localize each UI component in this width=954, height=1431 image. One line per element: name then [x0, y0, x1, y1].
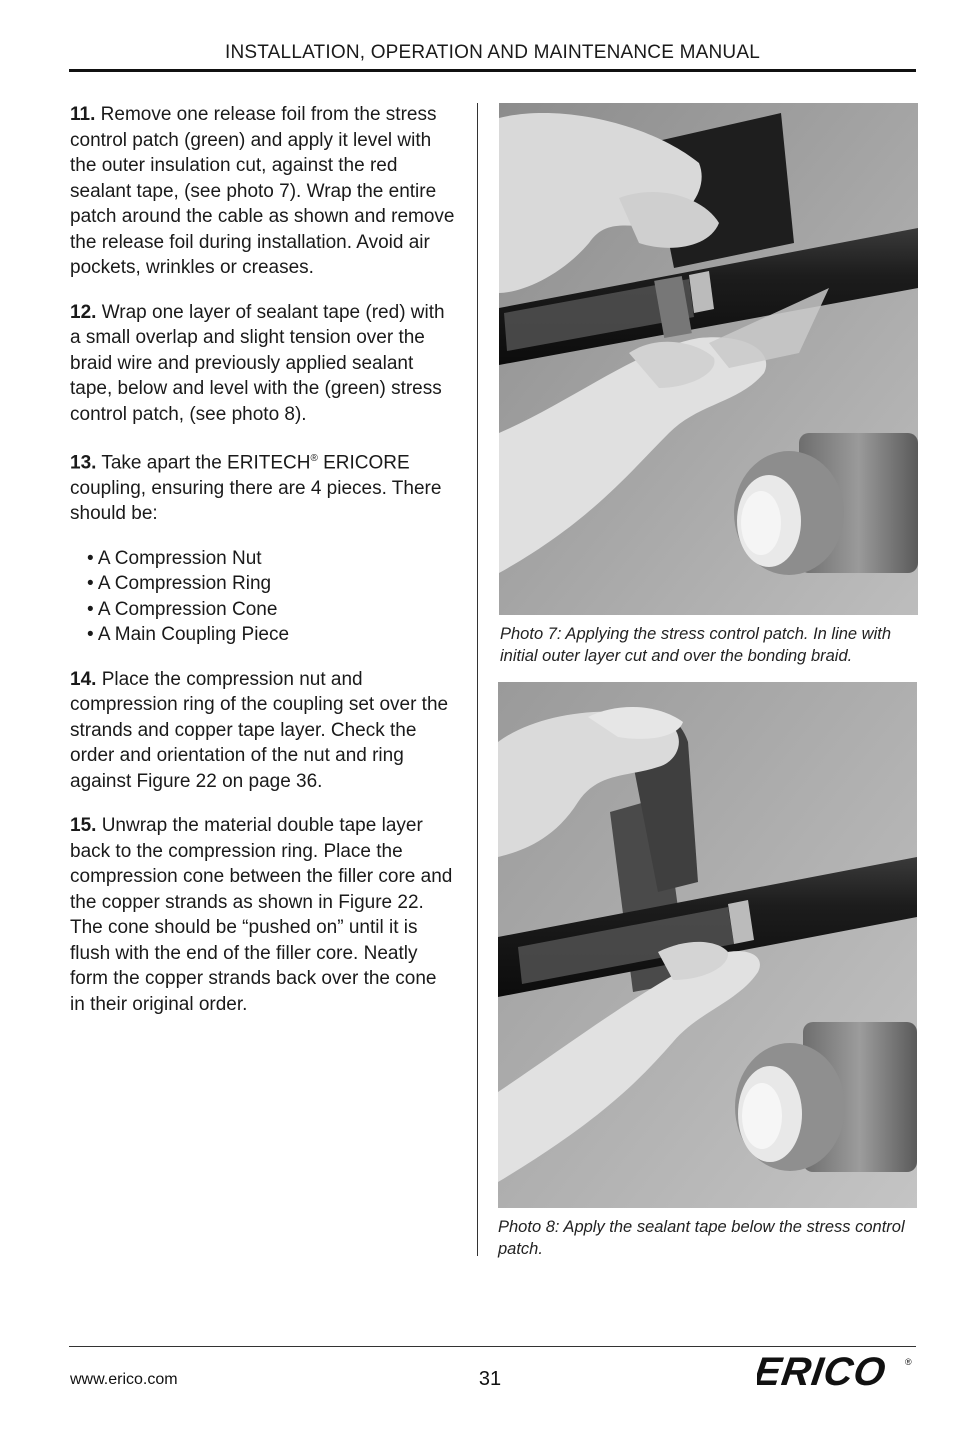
- photo-8-image: [498, 682, 917, 1208]
- photo-8-caption: Photo 8: Apply the sealant tape below the stress control patch.: [498, 1218, 905, 1258]
- step-text: Take apart the ERITECH: [101, 452, 311, 474]
- step-text: ERICORE coupling, ensuring there are 4 pieces. There should be:: [70, 452, 442, 525]
- step-number: 15.: [70, 815, 97, 837]
- list-item: • A Compression Cone: [87, 598, 278, 620]
- instructions-column: [70, 102, 455, 1036]
- column-divider: [477, 103, 478, 1256]
- list-item: • A Compression Ring: [87, 573, 272, 595]
- logo-registered-mark: ®: [905, 1357, 912, 1367]
- registered-mark: ®: [310, 453, 318, 464]
- step-14: [70, 667, 455, 795]
- erico-logo: [757, 1353, 917, 1389]
- footer-url: www.erico.com: [70, 1371, 178, 1388]
- step-number: 13.: [70, 452, 97, 474]
- header-rule: [69, 69, 916, 72]
- list-item: • A Main Coupling Piece: [87, 624, 290, 646]
- step-text: Unwrap the material double tape layer back to the compression ring. Place the compression cone between the filler core and the copper strands as shown in Figure 22. The cone should be “pushed on” until it is flush with the end of the filler core. Neatly form the copper strands back over the cone in their original order.: [70, 815, 453, 1015]
- list-item: • A Compression Nut: [87, 547, 262, 569]
- page-number: 31: [478, 1368, 502, 1390]
- header-title: INSTALLATION, OPERATION AND MAINTENANCE MANUAL: [225, 42, 760, 63]
- step-text: Wrap one layer of sealant tape (red) with a small overlap and slight tension over the braid wire and previously applied sealant tape, below and level with the (green) stress control patch, (see photo 8).: [70, 301, 445, 425]
- step-12: [70, 300, 455, 428]
- footer-rule: [69, 1346, 916, 1347]
- step-number: 12.: [70, 301, 97, 323]
- step-11: [70, 102, 455, 281]
- step-15: [70, 813, 455, 1017]
- logo-text: ERICO: [757, 1353, 890, 1389]
- coupling-pieces-list: [70, 546, 455, 648]
- photo-7-image: [499, 103, 918, 615]
- step-text: Remove one release foil from the stress control patch (green) and apply it level with the outer insulation cut, against the red sealant tape, (see photo 7). Wrap the entire patch around the cable as shown and remove the release foil during installation. Avoid air pockets, wrinkles or creases.: [70, 104, 455, 278]
- step-number: 14.: [70, 668, 97, 690]
- photo-7-caption: Photo 7: Applying the stress control patch. In line with initial outer layer cut and over the bonding braid.: [500, 625, 892, 665]
- step-text: Place the compression nut and compression ring of the coupling set over the strands and copper tape layer. Check the order and orientation of the nut and ring against Figure 22 on page 36.: [70, 668, 449, 792]
- step-13: [70, 446, 455, 527]
- step-number: 11.: [70, 104, 96, 125]
